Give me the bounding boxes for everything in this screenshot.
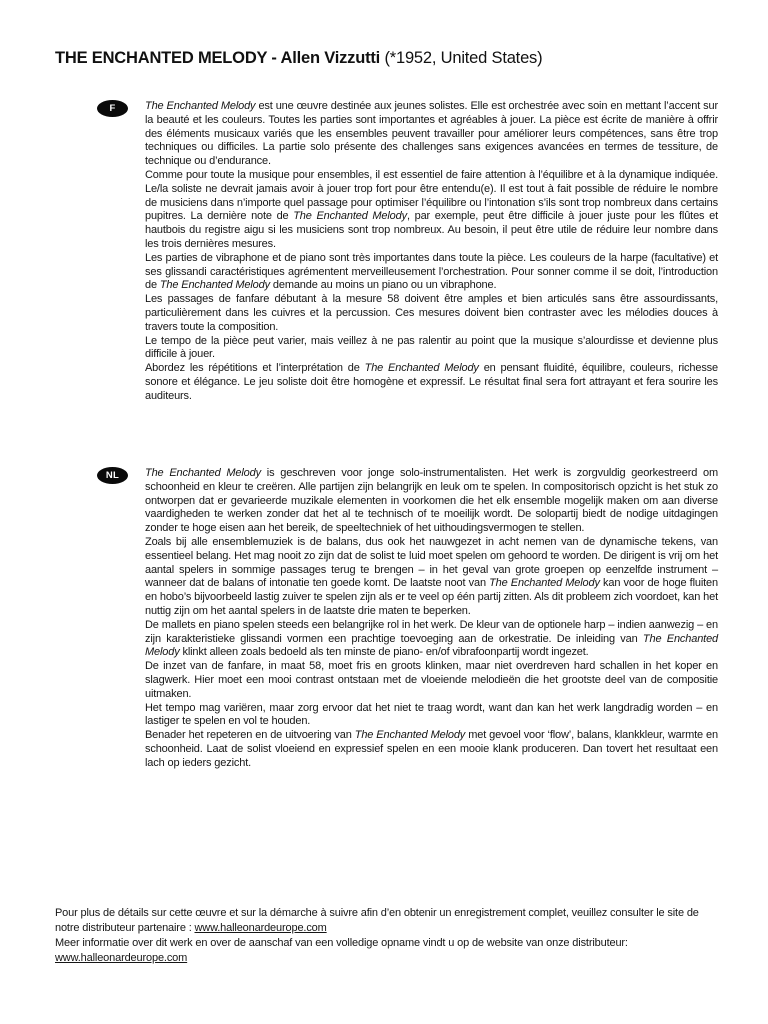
work-title-italic: The Enchanted Melody [145, 467, 261, 479]
paragraph [145, 619, 718, 660]
section-french [97, 100, 718, 404]
paragraph [145, 536, 718, 619]
paragraph [145, 100, 718, 169]
title-work-and-composer: THE ENCHANTED MELODY - Allen Vizzutti [55, 49, 381, 67]
section-dutch [97, 467, 718, 771]
work-title-italic: The Enchanted Melody [293, 210, 407, 223]
text-segment: Comme pour toute la musique pour ensembles, il est essentiel de faire attention à l’équilibre et à la dynamique indiquée. Le/la soliste ne devrait jamais avoir à jouer trop fort pour être entendu(e). Il est tout à fait possible de réduire le nombre de musiciens dans n’importe quel passage pour optimiser l’équilibre ou l’intonation s’ils sont trop nombreux dans certains pupitres. La dernière note de [145, 168, 718, 223]
paragraph [145, 702, 718, 730]
distributor-website-link[interactable]: www.halleonardeurope.com [55, 952, 188, 964]
paragraph [55, 936, 718, 966]
text-segment: Les passages de fanfare débutant à la mesure 58 doivent être amples et bien articulés sans être assourdissants, particulièrement dans les cuivres et la percussion. Ces mesures doivent bien contraster avec les mélodies douces à travers toute la composition. [145, 293, 718, 333]
text-segment: en pensant fluidité, équilibre, couleurs, richesse sonore et élégance. Le jeu soliste doit être homogène et expressif. Le résultat final sera fort attrayant et fera sourire les auditeurs. [145, 362, 719, 402]
paragraph [145, 729, 718, 770]
text-segment: , par exemple, peut être difficile à jouer juste pour les flûtes et hautbois du registre aigu si les musiciens sont trop nombreux. Au besoin, il peut être utile de réduire leur nombre dans les trois dernières mesures. [145, 210, 718, 250]
text-segment: Benader het repeteren en de uitvoering van [145, 729, 355, 742]
text-segment: Pour plus de détails sur cette œuvre et sur la démarche à suivre afin d’en obtenir un enregistrement complet, veuillez consulter le site de notre distributeur partenaire : [55, 907, 699, 934]
text-segment: Het tempo mag variëren, maar zorg ervoor dat het niet te traag wordt, want dan kan het werk langdradig worden – en lastiger te spelen en vol te houden. [145, 701, 718, 728]
text-segment: met gevoel voor ‘flow’, balans, klankkleur, warmte en schoonheid. Laat de solist vloeiend en expressief spelen en een mooie klank produceren. Dan tovert het resultaat een lach op ieders gezicht. [145, 729, 718, 769]
work-title-italic: The Enchanted Melody [159, 279, 270, 292]
paragraph [145, 169, 718, 252]
dutch-notes-text [145, 467, 718, 771]
work-title-italic: The Enchanted Melody [145, 632, 719, 659]
page-title [55, 49, 542, 68]
paragraph [55, 906, 718, 936]
work-title-italic: The Enchanted Melody [489, 577, 600, 590]
text-segment: demande au moins un piano ou un vibraphone. [269, 279, 497, 292]
text-segment: De mallets en piano spelen steeds een belangrijke rol in het werk. De kleur van de optionele harp – indien aanwezig – en zijn karakteristieke glissandi vormen een prachtige toevoeging aan de orkestratie. De inleiding van [145, 618, 718, 645]
french-language-badge: F [97, 100, 128, 117]
paragraph [145, 293, 718, 334]
french-notes-text [145, 100, 718, 404]
text-segment: est une œuvre destinée aux jeunes solistes. Elle est orchestrée avec soin en mettant l’accent sur la beauté et les couleurs. Toutes les parties sont importantes et agréables à jouer. La pièce est écrite de manière à offrir des éléments musicaux variés que les ensembles peuvent travailler pour améliorer leurs compétences, sans être trop techniques ou difficiles. La partie solo présente des challenges sans exigences avancées en termes de tessiture, de technique ou d’endurance. [145, 100, 718, 168]
distributor-website-link[interactable]: www.halleonardeurope.com [194, 922, 327, 934]
title-birth-year-country: (*1952, United States) [380, 49, 543, 67]
text-segment: Les parties de vibraphone et de piano sont très importantes dans toute la pièce. Les couleurs de la harpe (facultative) et ses glissandi caractéristiques agrémentent merveilleusement l’orchestration. Pour sonner comme il se doit, l’introduction de [145, 251, 718, 292]
paragraph [145, 467, 718, 536]
text-segment: De inzet van de fanfare, in maat 58, moet fris en groots klinken, maar niet overdreven hard schallen in het koper en slagwerk. Hier moet een mooi contrast ontstaan met de vloeiende melodieën die het grootste deel van de compositie uitmaken. [145, 660, 718, 700]
paragraph [145, 335, 718, 363]
text-segment: kan voor de hoge fluiten en hobo’s bijvoorbeeld lastig zuiver te spelen zijn als er te veel op één partij zitten. Als dit probleem zich voordoet, kan het nuttig zijn om het aantal spelers in de laatste drie maten te beperken. [145, 577, 718, 617]
paragraph [145, 362, 718, 403]
work-title-italic: The Enchanted Melody [364, 362, 479, 375]
text-segment: Meer informatie over dit werk en over de aanschaf van een volledige opname vindt u op de website van onze distributeur: [55, 937, 628, 949]
dutch-language-badge: NL [97, 467, 128, 484]
work-title-italic: The Enchanted Melody [145, 100, 256, 112]
work-title-italic: The Enchanted Melody [354, 729, 466, 742]
text-segment: is geschreven voor jonge solo-instrumentalisten. Het werk is zorgvuldig georkestreerd om schoonheid en kleur te creëren. Alle partijen zijn belangrijk en leuk om te spelen. In compositorisch opzicht is het stuk zo ontworpen dat er gevarieerde muzikale elementen in voorkomen die het elk ensemble mogelijk maken om aan diverse vaardigheden te werken zonder dat het al te technisch of te moeilijk wordt. De solopartij biedt de nodige uitdagingen zonder te hoge eisen aan het bereik, de speeltechniek of het uithoudingsvermogen te stellen. [145, 467, 718, 535]
paragraph [145, 252, 718, 293]
text-segment: Abordez les répétitions et l’interprétation de [145, 362, 365, 375]
text-segment: Le tempo de la pièce peut varier, mais veillez à ne pas ralentir au point que la musique s’alourdisse et devienne plus difficile à jouer. [145, 334, 718, 361]
text-segment: klinkt alleen zoals bedoeld als ten minste de piano- en/of vibrafoonpartij wordt ingezet. [179, 646, 589, 659]
text-segment: Zoals bij alle ensemblemuziek is de balans, dus ook het nauwgezet in acht nemen van de dynamische tekens, van essentieel belang. Het mag nooit zo zijn dat de solist te luid moet spelen om gehoord te worden. De dirigent is vrij om het aantal spelers in sommige passages terug te brengen – in het geval van grote groepen op eenzelfde instrument – wanneer dat de balans of intonatie ten goede komt. De laatste noot van [145, 535, 718, 590]
distributor-footer [55, 906, 718, 966]
paragraph [145, 660, 718, 701]
